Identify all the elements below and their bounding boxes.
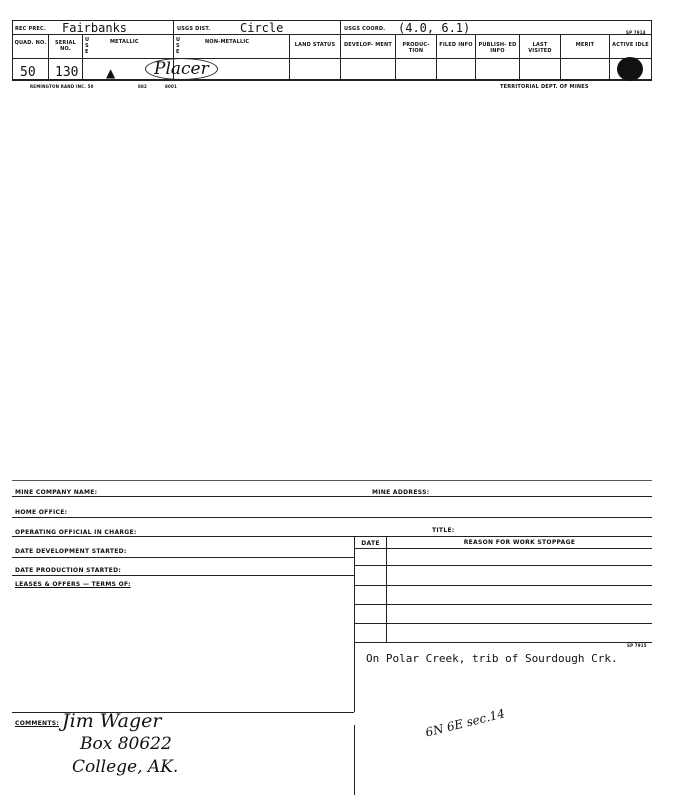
leases-label: LEASES & OFFERS — TERMS OF:	[15, 581, 131, 588]
location-note: On Polar Creek, trib of Sourdough Crk.	[366, 652, 618, 665]
footer-dept: TERRITORIAL DEPT. OF MINES	[500, 84, 589, 90]
date-column-header: DATE	[361, 540, 380, 547]
mine-address-label: MINE ADDRESS:	[372, 489, 430, 496]
home-office-label: HOME OFFICE:	[15, 509, 68, 516]
col-quad-no: QUAD. NO.	[14, 40, 47, 46]
date-development-label: DATE DEVELOPMENT STARTED:	[15, 548, 127, 555]
usgs-coord-value: (4.0, 6.1)	[398, 21, 471, 35]
col-published-info: PUBLISH- ED INFO	[478, 42, 517, 54]
handwritten-location-code: 6N 6E sec.14	[424, 706, 507, 740]
footer-printer: REMINGTON RAND INC. 50	[30, 84, 94, 89]
quad-no-value: 50	[20, 65, 36, 80]
col-merit: MERIT	[575, 42, 595, 48]
col-non-metallic: NON-METALLIC	[205, 39, 250, 45]
operating-official-label: OPERATING OFFICIAL IN CHARGE:	[15, 529, 137, 536]
title-label: TITLE:	[432, 527, 455, 534]
col-serial-no: SERIAL NO.	[55, 40, 76, 52]
gold-pan-icon: ▲	[106, 66, 116, 80]
date-production-label: DATE PRODUCTION STARTED:	[15, 567, 122, 574]
rec-prec-label: REC PREC.	[15, 26, 46, 32]
usgs-coord-label: USGS COORD.	[344, 26, 386, 32]
col-production: PRODUC- TION	[402, 42, 430, 54]
comments-label: COMMENTS:	[15, 720, 60, 727]
form-number-top: SP 7914	[626, 30, 646, 35]
handwritten-city: College, AK.	[72, 757, 179, 777]
col-active-idle: ACTIVE IDLE	[612, 42, 649, 48]
col-metallic: METALLIC	[110, 39, 139, 45]
col-development: DEVELOP- MENT	[343, 42, 393, 48]
mine-company-name-label: MINE COMPANY NAME:	[15, 489, 98, 496]
rec-prec-value: Fairbanks	[62, 21, 128, 35]
reason-column-header: REASON FOR WORK STOPPAGE	[463, 539, 576, 546]
col-use-2: U S E	[176, 37, 181, 55]
form-number-bottom: SP 7915	[627, 643, 647, 648]
col-use-1: U S E	[85, 37, 90, 55]
metallic-value: Placer	[145, 58, 218, 80]
footer-code-1: 882	[138, 84, 147, 89]
handwritten-box: Box 80622	[80, 734, 172, 754]
active-marker-dot	[617, 57, 643, 81]
col-land-status: LAND STATUS	[294, 42, 336, 48]
usgs-dist-value: Circle	[240, 21, 284, 35]
footer-code-2: 8001	[165, 84, 177, 89]
serial-no-value: 130	[55, 65, 79, 80]
usgs-dist-label: USGS DIST.	[177, 26, 211, 32]
col-filed-info: FILED INFO	[439, 42, 473, 48]
col-last-visited: LAST VISITED	[528, 42, 552, 54]
handwritten-name: Jim Wager	[62, 710, 162, 732]
